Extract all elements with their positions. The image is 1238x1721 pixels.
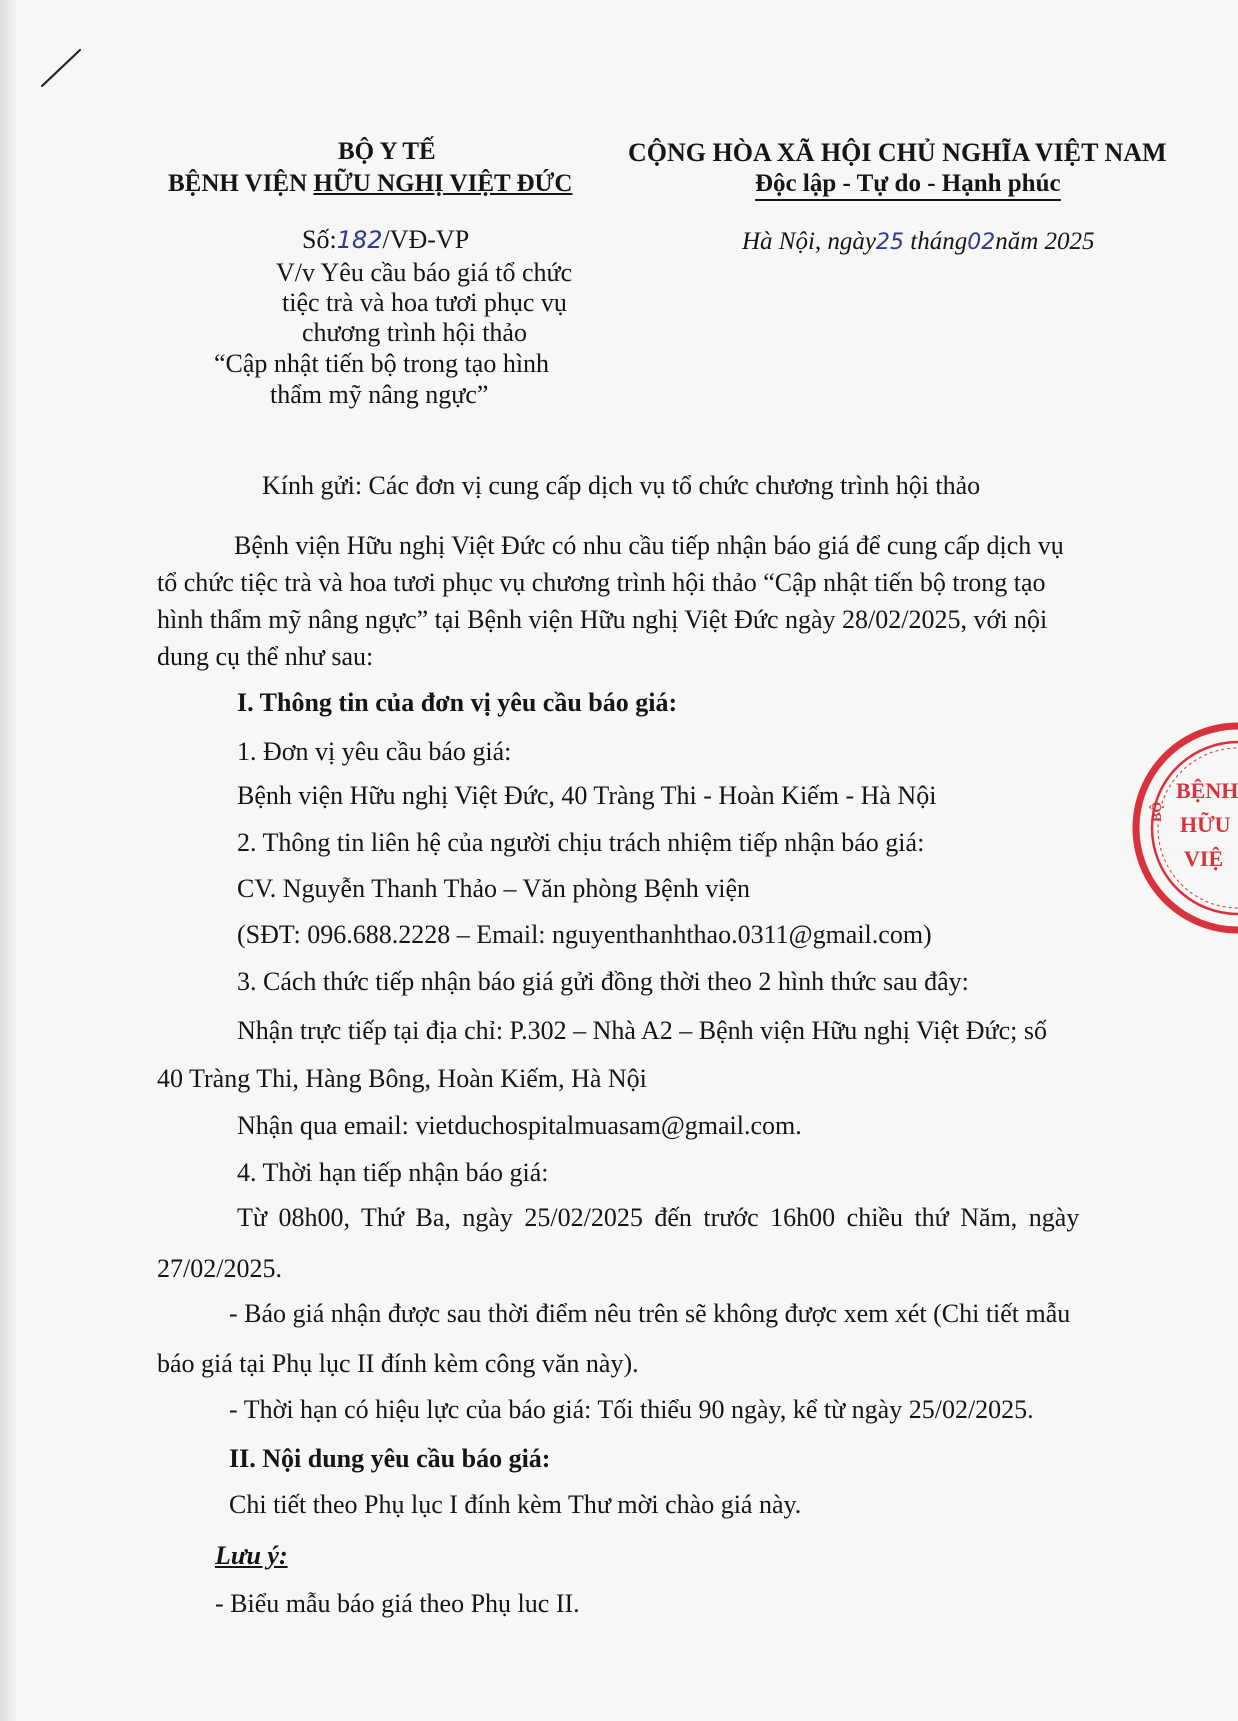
item-3-direct-2: 40 Tràng Thi, Hàng Bông, Hoàn Kiếm, Hà Nội [157, 1064, 647, 1093]
doc-number-handwritten: 182 [336, 226, 383, 254]
item-3-label: 3. Cách thức tiếp nhận báo giá gửi đồng thời theo 2 hình thức sau đây: [237, 967, 969, 996]
hospital-name [168, 170, 572, 198]
section-2-content: Chi tiết theo Phụ lục I đính kèm Thư mời chào giá này. [229, 1490, 802, 1519]
intro-line-3: hình thẩm mỹ nâng ngực” tại Bệnh viện Hữu nghị Việt Đức ngày 28/02/2025, với nội [157, 605, 1048, 634]
national-motto: Độc lập - Tự do - Hạnh phúc [755, 170, 1061, 201]
stamp-text-2: HỮU [1180, 812, 1231, 837]
date-year: năm 2025 [995, 228, 1095, 255]
note-1-line-1: - Báo giá nhận được sau thời điểm nêu trên sẽ không được xem xét (Chi tiết mẫu [229, 1299, 1071, 1328]
subject-line-3: chương trình hội thảo [302, 318, 527, 347]
stamp-text-1: BỆNH [1176, 778, 1238, 803]
stamp-text-3: VIỆ [1184, 846, 1224, 871]
subject-line-4: “Cập nhật tiến bộ trong tạo hình [214, 349, 550, 378]
item-2-label: 2. Thông tin liên hệ của người chịu trách nhiệm tiếp nhận báo giá: [237, 828, 925, 857]
doc-number-suffix: /VĐ-VP [382, 225, 470, 254]
date-place-day: Hà Nội, ngày [742, 228, 877, 255]
ministry-name: BỘ Y TẾ [338, 138, 436, 165]
stamp-side-text: BỘ [1150, 801, 1165, 822]
note-label: Lưu ý: [215, 1541, 288, 1570]
intro-line-4: dung cụ thể như sau: [157, 642, 374, 671]
item-1-value: Bệnh viện Hữu nghị Việt Đức, 40 Tràng Thi - Hoàn Kiếm - Hà Nội [237, 781, 937, 810]
scan-edge-shadow [0, 0, 18, 1721]
intro-line-2: tổ chức tiệc trà và hoa tươi phục vụ chương trình hội thảo “Cập nhật tiến bộ trong tạo [157, 568, 1046, 597]
intro-line-1: Bệnh viện Hữu nghị Việt Đức có nhu cầu tiếp nhận báo giá để cung cấp dịch vụ [234, 531, 1064, 560]
item-2-contact: (SĐT: 096.688.2228 – Email: nguyenthanhthao.0311@gmail.com) [237, 920, 932, 949]
recipient-line: Kính gửi: Các đơn vị cung cấp dịch vụ tổ chức chương trình hội thảo [262, 471, 981, 500]
section-1-title: I. Thông tin của đơn vị yêu cầu báo giá: [237, 688, 678, 717]
date-day-handwritten: 25 [876, 230, 905, 255]
document-date [742, 228, 1095, 256]
subject-line-5: thẩm mỹ nâng ngực” [270, 380, 489, 409]
item-3-direct-1: Nhận trực tiếp tại địa chỉ: P.302 – Nhà A2 – Bệnh viện Hữu nghị Việt Đức; số [237, 1016, 1048, 1045]
subject-line-1: V/v Yêu cầu báo giá tổ chức [276, 258, 573, 287]
date-month-handwritten: 02 [967, 230, 996, 255]
subject-line-2: tiệc trà và hoa tươi phục vụ [282, 288, 567, 317]
item-4-label: 4. Thời hạn tiếp nhận báo giá: [237, 1158, 549, 1187]
note-1-line-2: báo giá tại Phụ lục II đính kèm công văn này). [157, 1349, 639, 1378]
item-1-label: 1. Đơn vị yêu cầu báo giá: [237, 737, 512, 766]
republic-name: CỘNG HÒA XÃ HỘI CHỦ NGHĨA VIỆT NAM [628, 138, 1167, 167]
hospital-name-underlined: HỮU NGHỊ VIỆT ĐỨC [313, 170, 573, 197]
date-month-label: tháng [904, 228, 968, 255]
section-2-title: II. Nội dung yêu cầu báo giá: [229, 1444, 551, 1473]
item-3-email: Nhận qua email: vietduchospitalmuasam@gmail.com. [237, 1111, 802, 1140]
note-2: - Thời hạn có hiệu lực của báo giá: Tối thiểu 90 ngày, kể từ ngày 25/02/2025. [229, 1395, 1034, 1424]
document-number [302, 225, 469, 255]
item-2-name: CV. Nguyễn Thanh Thảo – Văn phòng Bệnh viện [237, 874, 750, 903]
hospital-prefix: BỆNH VIỆN [168, 170, 314, 197]
official-stamp [1128, 718, 1238, 938]
item-4-time-1: Từ 08h00, Thứ Ba, ngày 25/02/2025 đến trước 16h00 chiều thứ Năm, ngày [237, 1203, 1080, 1232]
pen-stroke-mark [36, 44, 86, 92]
doc-number-prefix: Số: [302, 225, 337, 254]
item-4-time-2: 27/02/2025. [157, 1254, 282, 1283]
note-item: - Biểu mẫu báo giá theo Phụ luc II. [215, 1589, 580, 1618]
